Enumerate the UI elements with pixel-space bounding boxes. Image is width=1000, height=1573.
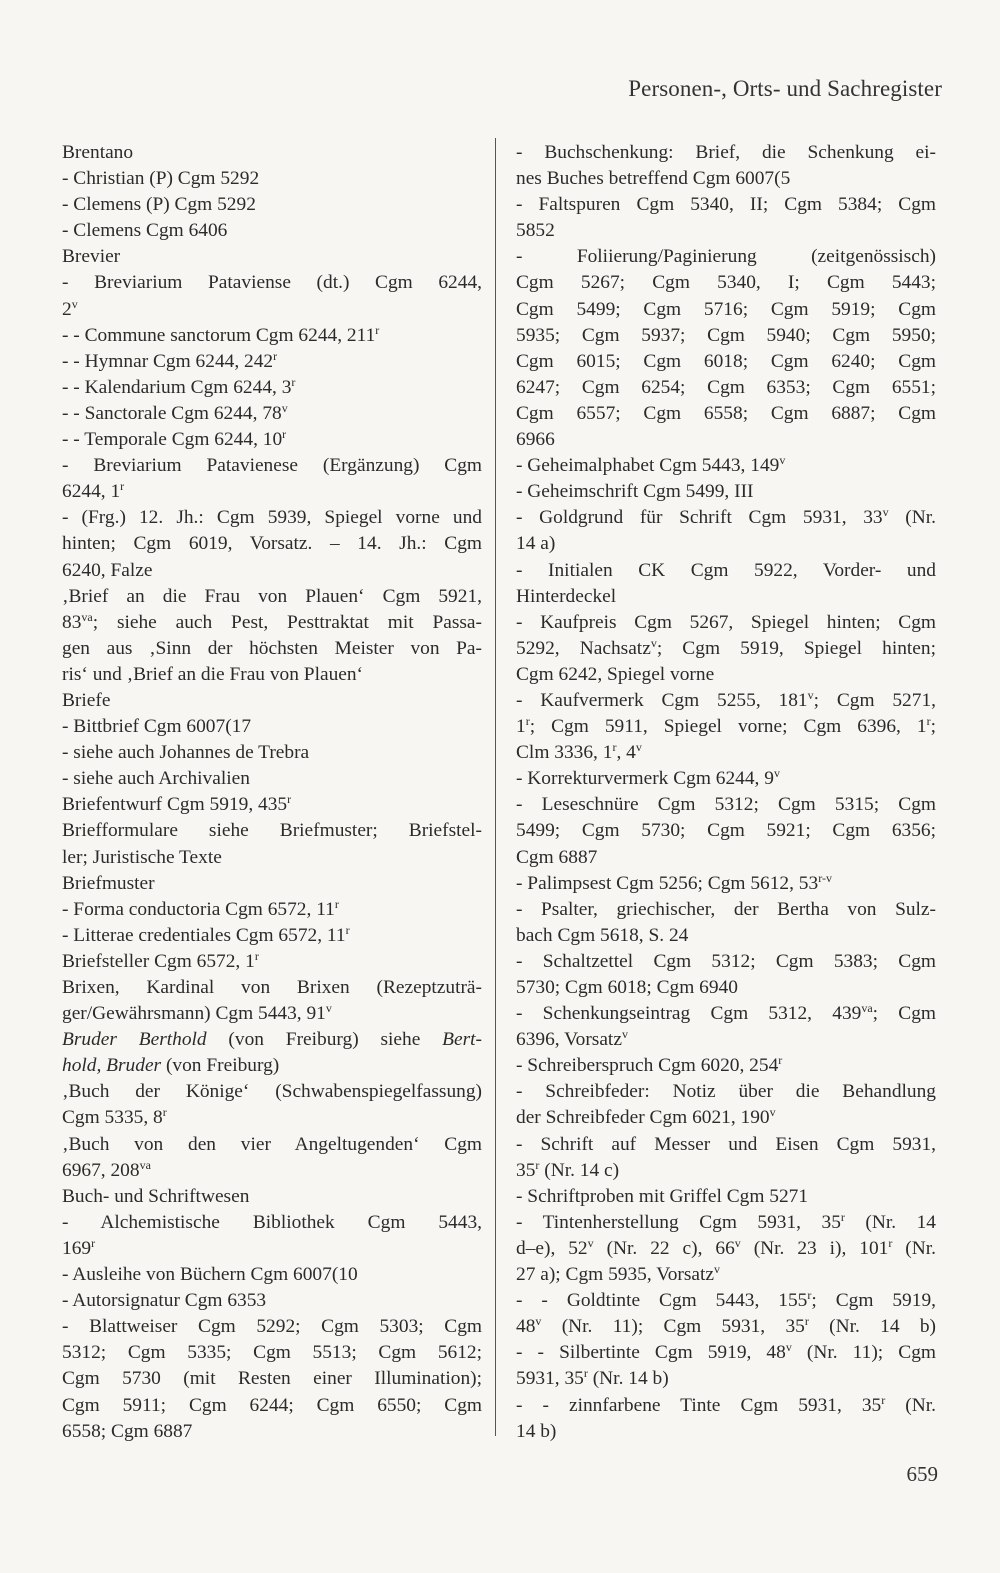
index-entry-line: - Forma conductoria Cgm 6572, 11$^r$ — [62, 896, 339, 920]
index-entry-line: - Alchemistische Bibliothek Cgm 5443, — [62, 1211, 482, 1233]
index-entry-line: 5935; Cgm 5937; Cgm 5940; Cgm 5950; — [516, 324, 936, 346]
index-entry-line: Cgm 6015; Cgm 6018; Cgm 6240; Cgm — [516, 350, 936, 372]
index-entry-line: - Korrekturvermerk Cgm 6244, 9$^v$ — [516, 766, 780, 790]
page-number: 659 — [906, 1462, 938, 1486]
index-entry-line: - siehe auch Archivalien — [62, 768, 250, 790]
index-entry-line: d–e), 52$^v$ (Nr. 22 c), 66$^v$ (Nr. 23 i), 101$^r$ (Nr. — [516, 1235, 937, 1259]
index-entry-line: 14 a) — [516, 533, 556, 555]
index-entry-line: - Leseschnüre Cgm 5312; Cgm 5315; Cgm — [516, 794, 936, 816]
index-entry-line: Brixen, Kardinal von Brixen (Rezeptzuträ- — [62, 977, 482, 998]
index-entry-line: - Breviarium Pataviense (dt.) Cgm 6244, — [62, 272, 482, 294]
index-entry-line: - Schreibfeder: Notiz über die Behandlung — [516, 1081, 936, 1103]
index-entry-line: - Initialen CK Cgm 5922, Vorder- und — [516, 559, 936, 581]
index-entry-line: - Geheimalphabet Cgm 5443, 149$^v$ — [516, 453, 786, 477]
index-entry-line: 5852 — [516, 220, 555, 242]
index-entry-line: ler; Juristische Texte — [62, 846, 222, 868]
index-entry-line: - Kaufpreis Cgm 5267, Spiegel hinten; Cgm — [516, 611, 936, 633]
index-entry-line: ‚Buch der Könige‘ (Schwabenspiegelfassung) — [62, 1081, 482, 1103]
index-entry-line: gen aus ‚Sinn der höchsten Meister von Pa- — [62, 637, 482, 659]
index-entry-line: nes Buches betreffend Cgm 6007(5 — [516, 168, 791, 190]
index-entry-line: 6966 — [516, 429, 555, 451]
index-entry-line: Cgm 5911; Cgm 6244; Cgm 6550; Cgm — [62, 1394, 482, 1416]
index-entry-line: 6240, Falze — [62, 559, 153, 581]
index-entry-line: - siehe auch Johannes de Trebra — [62, 742, 310, 764]
index-entry-line: ‚Brief an die Frau von Plauen‘ Cgm 5921, — [62, 585, 482, 607]
index-entry-line: - - Temporale Cgm 6244, 10$^r$ — [62, 427, 287, 451]
index-entry-line: 6247; Cgm 6254; Cgm 6353; Cgm 6551; — [516, 376, 936, 398]
index-entry-line: Briefformulare siehe Briefmuster; Briefstel- — [62, 820, 482, 842]
index-entry-line: - Foliierung/Paginierung (zeitgenössisch) — [516, 246, 936, 268]
index-entry-line: Cgm 6557; Cgm 6558; Cgm 6887; Cgm — [516, 402, 936, 424]
index-entry-line: Bruder Berthold (von Freiburg) siehe Bert- — [62, 1029, 482, 1051]
index-entry-line: - Psalter, griechischer, der Bertha von Sulz- — [516, 898, 936, 920]
index-entry-line: Buch- und Schriftwesen — [62, 1185, 250, 1207]
index-entry-line: Clm 3336, 1$^r$, 4$^v$ — [516, 740, 642, 764]
index-entry-line: Cgm 5335, 8$^r$ — [62, 1105, 167, 1129]
index-entry-line: - Clemens (P) Cgm 5292 — [62, 194, 256, 216]
index-entry-line: Cgm 5499; Cgm 5716; Cgm 5919; Cgm — [516, 298, 936, 320]
index-entry-line: - Geheimschrift Cgm 5499, III — [516, 481, 754, 503]
index-entry-line: Brevier — [62, 246, 121, 268]
index-entry-line: - Schenkungseintrag Cgm 5312, $439^{va}$; Cgm — [516, 1001, 936, 1025]
index-entry-line: - - Kalendarium Cgm 6244, 3$^r$ — [62, 374, 296, 398]
index-entry-line: - Clemens Cgm 6406 — [62, 220, 228, 242]
index-entry-line: Brentano — [62, 142, 134, 163]
index-entry-line: - Palimpsest Cgm 5256; Cgm 5612, 53$^{r-v}$ — [516, 870, 832, 894]
index-entry-line: ris‘ und ‚Brief an die Frau von Plauen‘ — [62, 663, 364, 685]
index-entry-line: - - Sanctorale Cgm 6244, 78$^v$ — [62, 400, 288, 424]
index-entry-line: hinten; Cgm 6019, Vorsatz. – 14. Jh.: Cgm — [62, 533, 482, 555]
index-entry-line: hold, Bruder (von Freiburg) — [62, 1055, 280, 1077]
index-entry-line: - Christian (P) Cgm 5292 — [62, 168, 260, 190]
index-entry-line: - Buchschenkung: Brief, die Schenkung ei- — [516, 142, 936, 163]
index-entry-line: Cgm 6887 — [516, 846, 598, 868]
index-entry-line: - Tintenherstellung Cgm 5931, 35$^r$ (Nr. 14 — [516, 1209, 936, 1233]
index-entry-line: Briefe — [62, 689, 111, 711]
index-entry-line: 5931, 35$^r$ (Nr. 14 b) — [516, 1366, 669, 1390]
index-entry-line: 27 a); Cgm 5935, Vorsatz$^v$ — [516, 1262, 721, 1286]
index-column-right — [516, 140, 936, 1445]
index-entry-line: 2$^v$ — [62, 296, 78, 320]
index-entry-line: Briefentwurf Cgm 5919, 435$^r$ — [62, 792, 292, 816]
index-entry-line: - Autorsignatur Cgm 6353 — [62, 1290, 267, 1312]
index-entry-line: 6396, Vorsatz$^v$ — [516, 1027, 628, 1051]
index-entry-line: 1$^r$; Cgm 5911, Spiegel vorne; Cgm 6396, 1$^r$; — [516, 714, 936, 738]
index-entry-line: - Schrift auf Messer und Eisen Cgm 5931, — [516, 1133, 936, 1155]
index-entry-line: - Faltspuren Cgm 5340, II; Cgm 5384; Cgm — [516, 194, 936, 216]
index-entry-line: 5292, Nachsatz$^v$; Cgm 5919, Spiegel hinten; — [516, 635, 936, 659]
index-entry-line: 48$^v$ (Nr. 11); Cgm 5931, 35$^r$ (Nr. 14 b) — [516, 1314, 937, 1338]
index-entry-line: der Schreibfeder Cgm 6021, 190$^v$ — [516, 1105, 776, 1129]
index-entry-line: - - Commune sanctorum Cgm 6244, 211$^r$ — [62, 322, 380, 346]
index-entry-line: - Kaufvermerk Cgm 5255, 181$^v$; Cgm 5271, — [516, 687, 936, 711]
index-entry-line: - Schaltzettel Cgm 5312; Cgm 5383; Cgm — [516, 950, 936, 972]
index-entry-line: Briefmuster — [62, 872, 155, 894]
index-entry-line: Briefsteller Cgm 6572, 1$^r$ — [62, 948, 259, 972]
index-entry-line: Cgm 5730 (mit Resten einer Illumination); — [62, 1368, 482, 1390]
index-entry-line: 6244, 1$^r$ — [62, 479, 125, 503]
index-entry-line: Hinterdeckel — [516, 585, 617, 607]
index-entry-line: 169$^r$ — [62, 1235, 96, 1259]
index-entry-line: $83^{va}$; siehe auch Pest, Pesttraktat mit Passa- — [62, 609, 482, 633]
index-entry-line: 6967, $208^{va}$ — [62, 1157, 151, 1181]
index-entry-line: - Litterae credentiales Cgm 6572, 11$^r$ — [62, 922, 350, 946]
index-entry-line: 5730; Cgm 6018; Cgm 6940 — [516, 977, 738, 998]
index-entry-line: - (Frg.) 12. Jh.: Cgm 5939, Spiegel vorne und — [62, 507, 482, 529]
index-entry-line: 14 b) — [516, 1420, 557, 1442]
index-entry-line: 5312; Cgm 5335; Cgm 5513; Cgm 5612; — [62, 1342, 482, 1364]
running-head: Personen-, Orts- und Sachregister — [628, 76, 942, 101]
index-entry-line: ‚Buch von den vier Angeltugenden‘ Cgm — [62, 1133, 482, 1155]
index-entry-line: - Schriftproben mit Griffel Cgm 5271 — [516, 1185, 809, 1207]
index-entry-line: ger/Gewährsmann) Cgm 5443, 91$^v$ — [62, 1001, 332, 1025]
index-entry-line: bach Cgm 5618, S. 24 — [516, 924, 689, 946]
index-entry-line: Cgm 6242, Spiegel vorne — [516, 663, 715, 685]
column-divider — [495, 138, 496, 1436]
index-entry-line: - - zinnfarbene Tinte Cgm 5931, 35$^r$ (Nr. — [516, 1392, 936, 1416]
index-entry-line: - Bittbrief Cgm 6007(17 — [62, 716, 252, 738]
index-entry-line: - - Hymnar Cgm 6244, 242$^r$ — [62, 348, 278, 372]
index-entry-line: - Schreiberspruch Cgm 6020, 254$^r$ — [516, 1053, 783, 1077]
index-column-left — [62, 140, 482, 1445]
index-entry-line: - Ausleihe von Büchern Cgm 6007(10 — [62, 1264, 358, 1286]
index-entry-line: - Blattweiser Cgm 5292; Cgm 5303; Cgm — [62, 1316, 482, 1338]
index-entry-line: 6558; Cgm 6887 — [62, 1420, 193, 1442]
index-entry-line: - - Silbertinte Cgm 5919, 48$^v$ (Nr. 11); Cgm — [516, 1340, 936, 1364]
index-entry-line: - Goldgrund für Schrift Cgm 5931, 33$^v$ (Nr. — [516, 505, 936, 529]
index-entry-line: - Breviarium Patavienese (Ergänzung) Cgm — [62, 455, 482, 477]
index-entry-line: 5499; Cgm 5730; Cgm 5921; Cgm 6356; — [516, 820, 936, 842]
index-entry-line: 35$^r$ (Nr. 14 c) — [516, 1157, 620, 1181]
index-entry-line: Cgm 5267; Cgm 5340, I; Cgm 5443; — [516, 272, 936, 294]
index-entry-line: - - Goldtinte Cgm 5443, 155$^r$; Cgm 5919, — [516, 1288, 936, 1312]
